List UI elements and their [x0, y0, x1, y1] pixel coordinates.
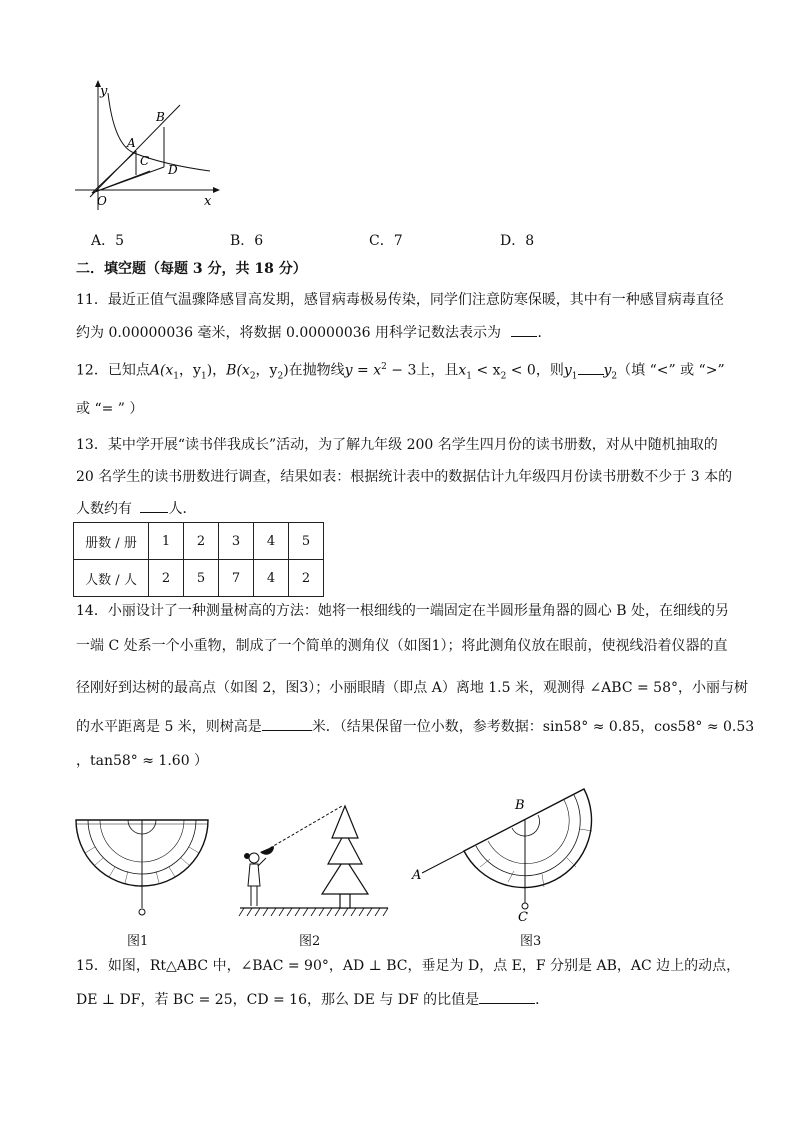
table-cell: 7 [219, 560, 254, 597]
figure-2-tree [236, 800, 392, 922]
coordinate-graph [70, 75, 230, 215]
figure-3-protractor [408, 785, 594, 925]
q12-point-a: A(x [149, 362, 174, 379]
q14-line3: 径刚好到达树的最高点（如图 2，图3）；小丽眼睛（即点 A）离地 1.5 米，观测得 ∠ABC = 58°，小丽与树 [76, 680, 748, 696]
q12-text-4: ，y [255, 362, 278, 379]
q14-line1: 14．小丽设计了一种测量树高的方法：她将一根细线的一端固定在半圆形量角器的圆心 B 处，在细线的另 [76, 603, 730, 619]
option-c: C．7 [369, 233, 403, 249]
table-row [74, 523, 324, 560]
label-y: y [100, 84, 108, 99]
q12-equation: y = x [344, 362, 382, 379]
label-c: C [140, 154, 150, 168]
figure-2-caption: 图2 [299, 934, 321, 949]
table-cell: 5 [289, 523, 324, 560]
figure-3-caption: 图3 [520, 934, 542, 949]
q15-text: DE ⊥ DF，若 BC = 25，CD = 16，那么 DE 与 DF 的比值是 [76, 992, 480, 1008]
girl-figure [245, 853, 267, 906]
q14-line5: ，tan58° ≈ 1.60 ） [76, 753, 209, 769]
line-ob [90, 105, 180, 197]
label-d: D [168, 163, 178, 177]
q13-line1: 13．某中学开展“读书伴我成长”活动，为了解九年级 200 名学生四月份的读书册数，对从中随机抽取的 [76, 437, 718, 453]
q12-inequality-end: < 0 [506, 362, 536, 379]
q12-y2: y [603, 362, 612, 379]
table-cell: 2 [149, 560, 184, 597]
q15-line1: 15．如图，Rt△ABC 中，∠BAC = 90°，AD ⊥ BC，垂足为 D，点 E，F 分别是 AB，AC 边上的动点， [76, 958, 741, 974]
label-x: x [204, 194, 212, 209]
q12-y1: y [563, 362, 572, 379]
q12-answer-blank[interactable] [578, 360, 604, 375]
table-header-people: 人数 / 人 [74, 560, 149, 597]
table-row [74, 560, 324, 597]
q11-end: ． [537, 325, 552, 341]
line-oa [92, 151, 136, 193]
tree-figure [322, 806, 368, 908]
figure-1-caption: 图1 [127, 934, 149, 949]
option-d: D．8 [500, 233, 535, 249]
q11-line2 [76, 322, 551, 343]
q12-equation-2: − 3 [386, 362, 417, 379]
q12-text-5: )在抛物线 [283, 362, 345, 379]
q13-answer-blank[interactable] [140, 498, 168, 513]
q15-answer-blank[interactable] [479, 989, 535, 1004]
fig3-label-c: C [518, 910, 528, 925]
q11-line1: 11．最近正值气温骤降感冒高发期，感冒病毒极易传染，同学们注意防寒保暖，其中有一种感冒病毒直径 [76, 292, 724, 308]
plumb-weight-3 [522, 903, 528, 909]
q15-end: ． [535, 992, 550, 1008]
table-cell: 4 [254, 523, 289, 560]
q12-text-1: 12．已知点 [76, 362, 150, 379]
q13-table [73, 522, 324, 597]
table-cell: 2 [289, 560, 324, 597]
table-cell: 5 [184, 560, 219, 597]
table-cell: 2 [184, 523, 219, 560]
q11-answer-blank[interactable] [511, 322, 537, 337]
q12-inequality: x [458, 362, 467, 379]
q12-point-b: B(x [226, 362, 250, 379]
q12-text-6: 上，且 [416, 362, 459, 379]
q11-text: 约为 0.00000036 毫米，将数据 0.00000036 用科学记数法表示为 [76, 325, 502, 341]
label-a: A [127, 136, 136, 150]
table-cell: 3 [219, 523, 254, 560]
q12-text-2: ，y [179, 362, 201, 379]
table-cell: 4 [254, 560, 289, 597]
q12-text-7: ，则 [535, 362, 564, 379]
q15-line2 [76, 989, 549, 1010]
option-a: A．5 [91, 233, 125, 249]
q13-text: 人数约有 [76, 501, 132, 517]
q14-text: 的水平距离是 5 米，则树高是 [76, 719, 262, 735]
sight-line [270, 806, 342, 848]
label-o: O [97, 194, 107, 208]
q13-line3 [76, 498, 196, 519]
q12-line1: 12．已知点$A(x_1$，$y_1$)，$B(x_2$，$y_2$)在抛物线$y = x^2 - 3$上，且$x_1 < x_2 < 0$，则$y_1$ $y_2$（填 “<” 或 “>” [76, 357, 725, 386]
fig3-label-b: B [515, 798, 525, 813]
q12-inequality-mid: < x [472, 362, 501, 379]
figure-1-protractor [72, 812, 212, 922]
q12-text-3: )， [206, 362, 227, 379]
plumb-weight [139, 909, 145, 915]
label-b: B [156, 110, 165, 124]
q14-answer-blank[interactable] [262, 716, 312, 731]
q14-text-2: 米．（结果保留一位小数，参考数据：sin58° ≈ 0.85，cos58° ≈ 0.53 [311, 719, 755, 735]
table-cell: 1 [149, 523, 184, 560]
hyperbola-curve [108, 93, 210, 171]
fig3-label-a: A [412, 868, 422, 883]
option-b: B．6 [230, 233, 264, 249]
q14-line2: 一端 C 处系一个小重物，制成了一个简单的测角仪（如图1）；将此测角仪放在眼前，使视线沿着仪器的直 [76, 638, 728, 654]
q13-line2: 20 名学生的读书册数进行调查，结果如表：根据统计表中的数据估计九年级四月份读书册数不少于 3 本的 [76, 469, 733, 485]
x-axis-arrow [213, 187, 220, 193]
q12-line2: 或 “= ” ） [76, 401, 144, 417]
q13-end: 人． [168, 501, 197, 517]
section-title: 二．填空题（每题 3 分，共 18 分） [76, 261, 307, 277]
q14-line4 [76, 716, 754, 737]
table-header-books: 册数 / 册 [74, 523, 149, 560]
q12-text-8: （填 “<” 或 “>” [617, 362, 725, 379]
